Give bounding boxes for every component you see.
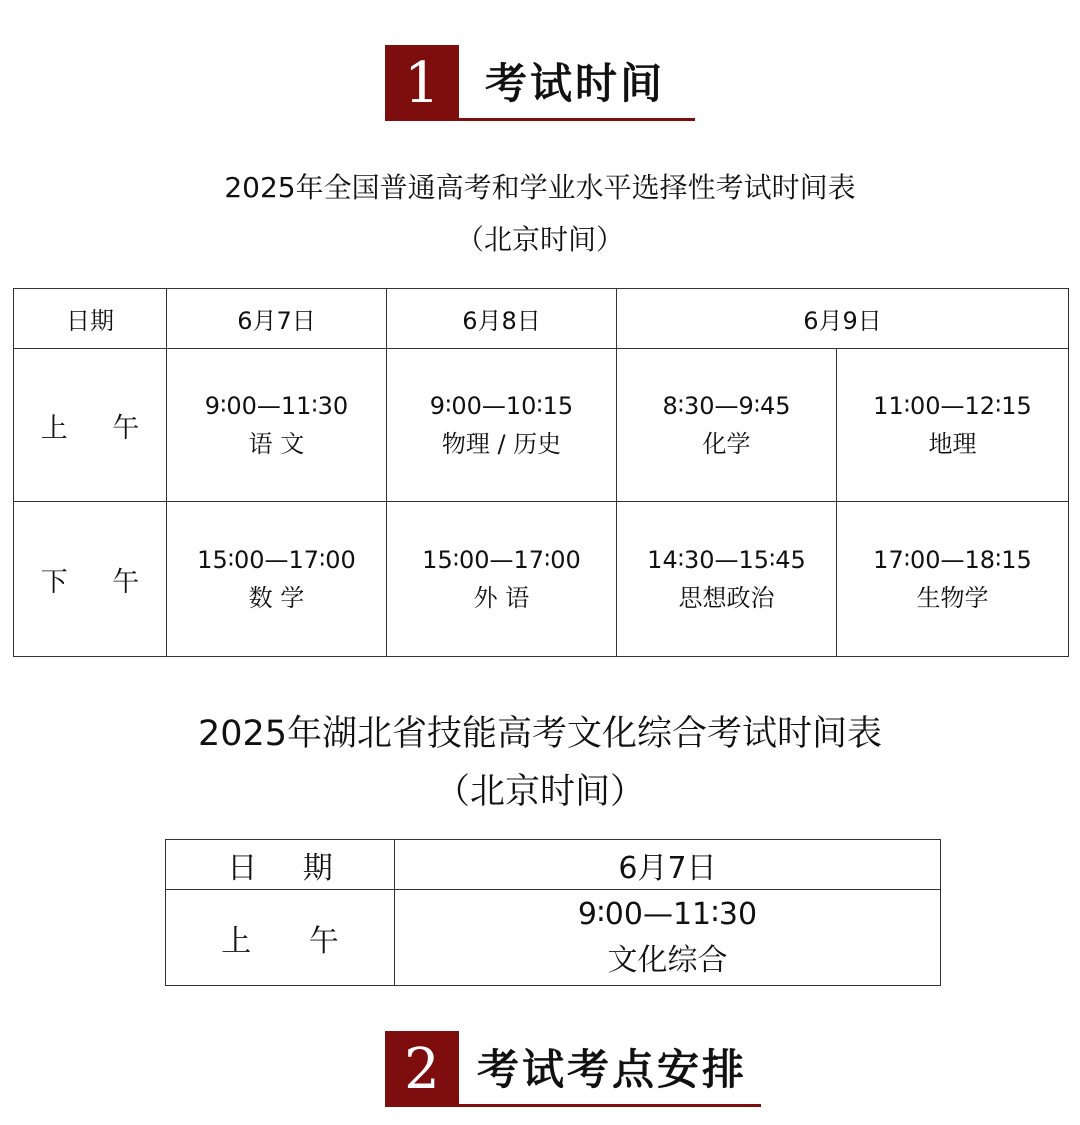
table-header-row <box>14 289 1069 349</box>
exam-time: 15∶00—17∶00 <box>197 546 356 574</box>
exam-time: 8∶30—9∶45 <box>662 392 791 420</box>
header-date-label: 日 期 <box>166 840 395 890</box>
exam-subject: 思想政治 <box>678 584 775 612</box>
schedule-cell <box>167 349 387 502</box>
section-2-header <box>385 1031 765 1107</box>
exam-subject: 生物学 <box>916 584 989 612</box>
table-1-title: 2025年全国普通高考和学业水平选择性考试时间表 <box>224 171 856 204</box>
section-1-header <box>385 45 695 121</box>
schedule-cell <box>617 349 837 502</box>
table-row-afternoon <box>14 502 1069 657</box>
header-day: 6月7日 <box>395 840 941 890</box>
row-label: 上 午 <box>14 349 167 502</box>
schedule-cell <box>837 349 1069 502</box>
exam-schedule-table <box>13 288 1069 657</box>
table-2-title: 2025年湖北省技能高考文化综合考试时间表 <box>197 714 883 754</box>
exam-subject: 化学 <box>702 430 751 458</box>
schedule-cell <box>617 502 837 657</box>
header-day: 6月8日 <box>387 289 617 349</box>
header-date-label: 日期 <box>14 289 167 349</box>
table-1-subtitle: （北京时间） <box>455 223 624 256</box>
section-title: 考试考点安排 <box>477 1045 748 1094</box>
exam-time: 9∶00—10∶15 <box>429 392 574 420</box>
table-row-morning <box>14 349 1069 502</box>
exam-time: 17∶00—18∶15 <box>873 546 1032 574</box>
exam-subject: 地理 <box>928 430 977 458</box>
section-title: 考试时间 <box>485 59 666 108</box>
schedule-cell <box>837 502 1069 657</box>
row-label: 上 午 <box>166 890 395 986</box>
exam-time: 9∶00—11∶30 <box>577 896 758 932</box>
schedule-cell <box>167 502 387 657</box>
exam-time: 15∶00—17∶00 <box>422 546 581 574</box>
exam-time: 11∶00—12∶15 <box>873 392 1032 420</box>
schedule-cell <box>387 502 617 657</box>
table-row-morning <box>166 890 941 986</box>
exam-time: 9∶00—11∶30 <box>204 392 349 420</box>
exam-subject: 物理 / 历史 <box>441 430 562 458</box>
exam-subject: 文化综合 <box>607 942 728 978</box>
schedule-cell <box>387 349 617 502</box>
exam-subject: 外 语 <box>473 584 530 612</box>
skills-exam-table <box>165 839 941 986</box>
header-day: 6月9日 <box>617 289 1069 349</box>
schedule-cell <box>395 890 941 986</box>
exam-time: 14∶30—15∶45 <box>647 546 806 574</box>
exam-subject: 语 文 <box>248 430 305 458</box>
section-underline <box>459 118 695 121</box>
row-label: 下 午 <box>14 502 167 657</box>
section-underline <box>459 1104 761 1107</box>
section-number-badge: 2 <box>385 1031 459 1107</box>
section-number-badge: 1 <box>385 45 459 121</box>
table-2-subtitle: （北京时间） <box>434 772 645 812</box>
exam-subject: 数 学 <box>248 584 305 612</box>
header-day: 6月7日 <box>167 289 387 349</box>
table-header-row <box>166 840 941 890</box>
